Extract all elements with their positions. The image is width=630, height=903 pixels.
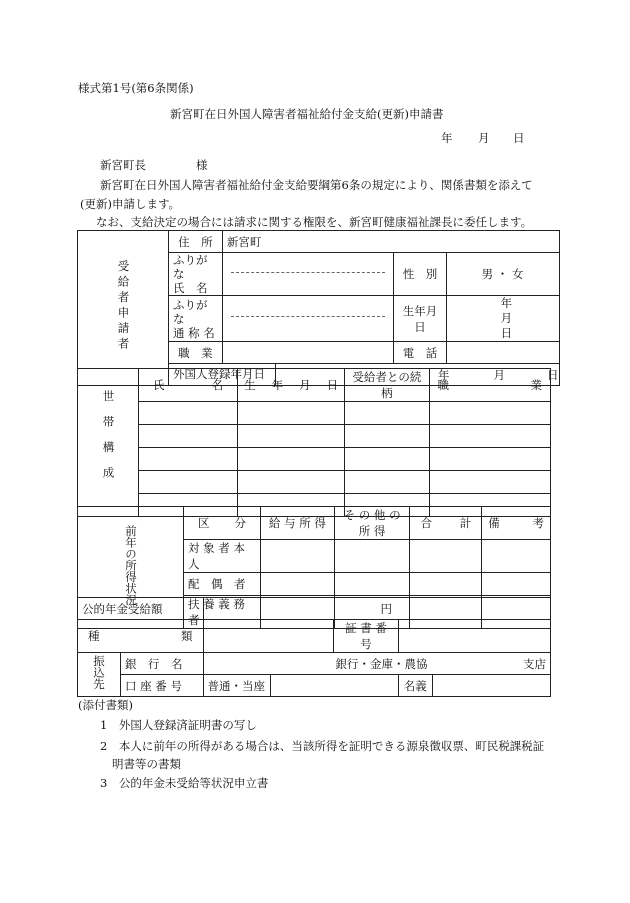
account-holder-field[interactable] — [432, 675, 550, 697]
date-day: 日 — [513, 131, 525, 145]
body-line-3: なお、支給決定の場合には請求に関する権限を、新宮町健康福祉課長に委任します。 — [96, 215, 533, 229]
honorific: 様 — [196, 158, 208, 172]
household-cell[interactable] — [345, 402, 429, 425]
name-label-cell — [169, 253, 223, 296]
body-line-2: (更新)申請します。 — [80, 197, 181, 211]
col-note: 備 考 — [482, 507, 551, 540]
furigana-label: ふりがな — [173, 253, 208, 281]
alias-field[interactable] — [222, 296, 394, 342]
attachment-item-1: 1 外国人登録済証明書の写し — [100, 718, 257, 732]
household-cell[interactable] — [345, 425, 429, 448]
bank-name-field[interactable] — [203, 653, 550, 675]
name-label: 氏 名 — [173, 281, 208, 295]
income-row-label: 配 偶 者 — [184, 573, 261, 596]
income-row-label: 対 象 者 本 人 — [184, 540, 261, 573]
household-cell[interactable] — [139, 448, 238, 471]
income-cell[interactable] — [334, 573, 410, 596]
body-line-1: 新宮町在日外国人障害者福祉給付金支給要綱第6条の規定により、関係書類を添えて — [100, 178, 533, 192]
household-cell[interactable] — [429, 402, 550, 425]
alias-label-cell — [169, 296, 223, 342]
col-other-income: そ の 他 の 所 得 — [334, 507, 410, 540]
bank-type-suffix: 銀行・金庫・農協 — [335, 656, 428, 671]
household-cell[interactable] — [139, 425, 238, 448]
household-cell[interactable] — [345, 448, 429, 471]
bank-name-label: 銀 行 名 — [121, 653, 204, 675]
addressee: 新宮町長 — [100, 158, 146, 172]
income-row-label: 扶 養 義 務 者 — [184, 596, 261, 629]
col-total: 合 計 — [410, 507, 482, 540]
date-year: 年 — [441, 131, 453, 145]
household-cell[interactable] — [429, 425, 550, 448]
income-cell[interactable] — [482, 573, 551, 596]
income-cell[interactable] — [482, 540, 551, 573]
sex-label: 性 別 — [394, 253, 446, 296]
address-field[interactable] — [222, 231, 559, 253]
furigana-label-2: ふりがな — [173, 297, 208, 326]
sex-options[interactable]: 男 ・ 女 — [446, 253, 559, 296]
address-label: 住 所 — [169, 231, 223, 253]
attachment-item-2-cont: 明書等の書類 — [112, 757, 181, 771]
registration-date-label: 外国人登録年月日 — [169, 364, 276, 385]
col-salary-income: 給 与 所 得 — [261, 507, 335, 540]
pension-bank-table — [77, 597, 551, 697]
birth-year: 年 — [500, 296, 513, 310]
address-value: 新宮町 — [226, 234, 262, 249]
household-cell[interactable] — [238, 471, 345, 494]
col-relation: 受給者との続柄 — [345, 369, 429, 402]
household-cell[interactable] — [429, 448, 550, 471]
household-cell[interactable] — [238, 425, 345, 448]
certificate-number-field[interactable] — [398, 620, 550, 653]
yen-unit: 円 — [380, 601, 393, 616]
applicant-section-label: 受給者申請者 — [78, 231, 169, 386]
reg-year: 年 — [438, 367, 450, 382]
pension-field[interactable] — [203, 598, 550, 620]
tel-label: 電 話 — [394, 342, 446, 364]
form-number: 様式第1号(第6条関係) — [78, 81, 194, 95]
applicant-table — [77, 230, 560, 386]
date-month: 月 — [478, 131, 490, 145]
account-number-label: 口 座 番 号 — [121, 675, 204, 697]
birthdate-label: 生年月日 — [394, 296, 446, 342]
job-label: 職 業 — [169, 342, 223, 364]
income-cell[interactable] — [261, 573, 335, 596]
pension-label: 公的年金受給額 — [78, 598, 204, 620]
col-name: 氏 名 — [139, 369, 238, 402]
income-cell[interactable] — [261, 540, 335, 573]
household-cell[interactable] — [139, 471, 238, 494]
household-section-label: 世帯構成 — [78, 369, 139, 517]
attachments-heading: (添付書類) — [78, 698, 133, 712]
attachment-item-2: 2 本人に前年の所得がある場合は、当該所得を証明できる源泉徴収票、町民税課税証 — [100, 739, 545, 753]
birth-month-day: 月日 — [500, 311, 513, 340]
household-cell[interactable] — [238, 402, 345, 425]
income-cell[interactable] — [334, 540, 410, 573]
col-birthdate: 生 年 月 日 — [238, 369, 345, 402]
household-cell[interactable] — [238, 448, 345, 471]
name-field[interactable] — [222, 253, 394, 296]
job-field[interactable] — [222, 342, 394, 364]
attachment-item-3: 3 公的年金未受給等状況申立書 — [100, 776, 269, 790]
account-number-field[interactable] — [271, 675, 398, 697]
certificate-number-label: 証 書 番 号 — [334, 620, 398, 653]
col-category: 区 分 — [184, 507, 261, 540]
bank-section-label: 振込先 — [78, 653, 121, 697]
household-table — [77, 368, 551, 517]
birthdate-field[interactable] — [446, 296, 559, 342]
alias-label: 通 称 名 — [173, 325, 215, 340]
household-cell[interactable] — [345, 471, 429, 494]
col-job: 職 業 — [429, 369, 550, 402]
form-title: 新宮町在日外国人障害者福祉給付金支給(更新)申請書 — [170, 107, 444, 121]
household-cell[interactable] — [429, 471, 550, 494]
account-holder-label: 名義 — [398, 675, 432, 697]
type-label: 種 類 — [78, 620, 204, 653]
reg-month: 月 — [493, 367, 505, 382]
income-cell[interactable] — [410, 573, 482, 596]
tel-field[interactable] — [446, 342, 559, 364]
reg-day: 日 — [547, 367, 559, 382]
account-type[interactable]: 普通・当座 — [203, 675, 271, 697]
household-cell[interactable] — [139, 402, 238, 425]
income-section-label: 前年の所得状況 — [78, 507, 184, 629]
type-field[interactable] — [203, 620, 334, 653]
branch-suffix: 支店 — [523, 656, 546, 671]
income-cell[interactable] — [410, 540, 482, 573]
